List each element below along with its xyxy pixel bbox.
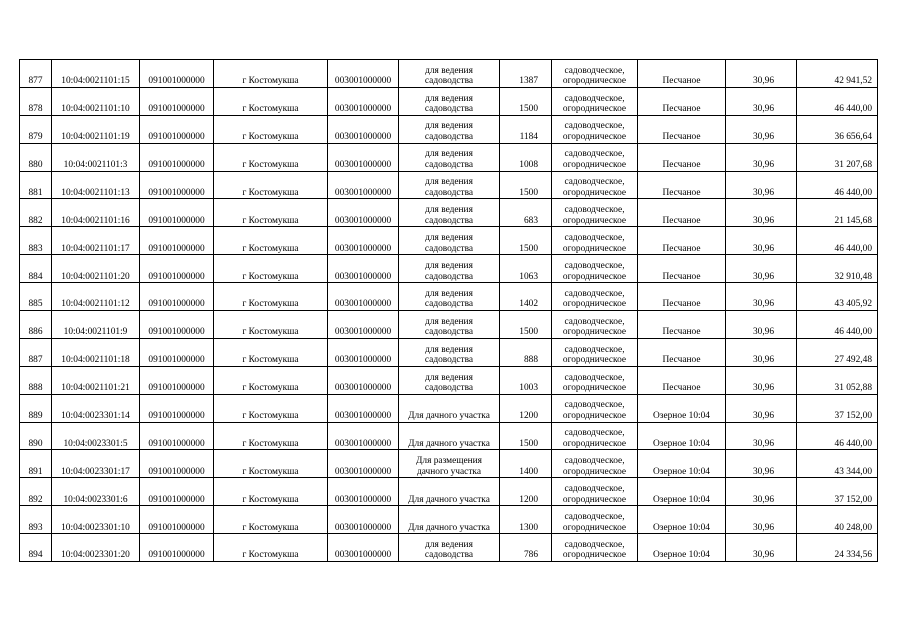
table-row [20,338,878,366]
cadastral-number-cell: 10:04:0021101:21 [52,366,140,394]
permitted-use-line: садоводства [424,550,474,561]
oktmo-code-cell: 091001000000 [140,255,214,283]
cadastral-zone-cell: Песчаное [638,366,726,394]
specific-value-cell: 30,96 [726,394,797,422]
cadastral-zone-cell: Песчаное [638,87,726,115]
territory-code-cell: 003001000000 [328,227,399,255]
row-number-cell: 877 [20,60,52,88]
land-category-line: огородническое [562,215,627,226]
specific-value-cell: 30,96 [726,534,797,562]
cadastral-value-cell: 46 440,00 [797,87,878,115]
land-category-line: садоводческое, [564,316,625,327]
permitted-use-line: садоводства [424,76,474,87]
land-category-line: огородническое [562,550,627,561]
locality-cell: г Костомукша [214,478,328,506]
permitted-use-cell [399,227,500,255]
permitted-use-line: садоводства [424,299,474,310]
land-category-line: садоводческое, [564,456,625,467]
oktmo-code-cell: 091001000000 [140,534,214,562]
locality-cell: г Костомукша [214,311,328,339]
cadastral-value-cell: 46 440,00 [797,171,878,199]
cadastral-value-cell: 43 344,00 [797,450,878,478]
row-number-cell: 882 [20,199,52,227]
permitted-use-line: садоводства [424,243,474,254]
permitted-use-line: для ведения [425,344,473,355]
cadastral-value-cell: 27 492,48 [797,338,878,366]
permitted-use-line: для ведения [425,121,473,132]
land-category-line: огородническое [562,383,627,394]
land-category-line: садоводческое, [564,233,625,244]
permitted-use-cell [399,422,500,450]
cadastral-zone-cell: Песчаное [638,199,726,227]
locality-cell: г Костомукша [214,227,328,255]
land-category-line: огородническое [562,410,627,421]
territory-code-cell: 003001000000 [328,171,399,199]
territory-code-cell: 003001000000 [328,143,399,171]
locality-cell: г Костомукша [214,534,328,562]
territory-code-cell: 003001000000 [328,115,399,143]
land-category-cell [552,394,638,422]
cadastral-number-cell: 10:04:0023301:14 [52,394,140,422]
land-category-line: огородническое [562,243,627,254]
specific-value-cell: 30,96 [726,366,797,394]
oktmo-code-cell: 091001000000 [140,478,214,506]
row-number-cell: 888 [20,366,52,394]
territory-code-cell: 003001000000 [328,255,399,283]
permitted-use-cell [399,534,500,562]
land-category-line: огородническое [562,355,627,366]
land-category-line: огородническое [562,466,627,477]
permitted-use-line: Для дачного участка [408,410,490,421]
row-number-cell: 890 [20,422,52,450]
area-cell: 1500 [500,227,552,255]
row-number-cell: 883 [20,227,52,255]
land-category-line: садоводческое, [564,205,625,216]
oktmo-code-cell: 091001000000 [140,143,214,171]
row-number-cell: 889 [20,394,52,422]
cadastral-value-cell: 40 248,00 [797,506,878,534]
specific-value-cell: 30,96 [726,450,797,478]
land-category-line: огородническое [562,76,627,87]
area-cell: 1003 [500,366,552,394]
land-category-cell [552,227,638,255]
permitted-use-line: для ведения [425,177,473,188]
area-cell: 1500 [500,422,552,450]
table-row [20,478,878,506]
cadastral-zone-cell: Озерное 10:04 [638,478,726,506]
locality-cell: г Костомукша [214,338,328,366]
permitted-use-line: для ведения [425,288,473,299]
locality-cell: г Костомукша [214,87,328,115]
locality-cell: г Костомукша [214,199,328,227]
cadastral-value-cell: 21 145,68 [797,199,878,227]
table-row [20,87,878,115]
cadastral-number-cell: 10:04:0021101:19 [52,115,140,143]
cadastral-zone-cell: Озерное 10:04 [638,450,726,478]
permitted-use-cell [399,199,500,227]
land-category-cell [552,60,638,88]
row-number-cell: 886 [20,311,52,339]
land-category-line: огородническое [562,299,627,310]
permitted-use-line: садоводства [424,132,474,143]
oktmo-code-cell: 091001000000 [140,115,214,143]
table-row [20,255,878,283]
specific-value-cell: 30,96 [726,255,797,283]
land-category-line: огородническое [562,104,627,115]
land-category-cell [552,506,638,534]
land-category-line: огородническое [562,132,627,143]
permitted-use-line: для ведения [425,65,473,76]
cadastral-number-cell: 10:04:0021101:12 [52,283,140,311]
permitted-use-line: для ведения [425,233,473,244]
oktmo-code-cell: 091001000000 [140,422,214,450]
cadastral-number-cell: 10:04:0021101:9 [52,311,140,339]
land-category-cell [552,115,638,143]
locality-cell: г Костомукша [214,366,328,394]
oktmo-code-cell: 091001000000 [140,199,214,227]
locality-cell: г Костомукша [214,115,328,143]
permitted-use-line: Для дачного участка [408,522,490,533]
territory-code-cell: 003001000000 [328,478,399,506]
land-category-line: садоводческое, [564,344,625,355]
land-category-cell [552,450,638,478]
locality-cell: г Костомукша [214,394,328,422]
land-category-cell [552,255,638,283]
area-cell: 1387 [500,60,552,88]
permitted-use-line: для ведения [425,539,473,550]
cadastral-zone-cell: Озерное 10:04 [638,422,726,450]
land-plot-table [19,59,878,562]
area-cell: 1184 [500,115,552,143]
permitted-use-cell [399,478,500,506]
cadastral-number-cell: 10:04:0023301:6 [52,478,140,506]
table-row [20,227,878,255]
cadastral-value-cell: 46 440,00 [797,422,878,450]
permitted-use-cell [399,255,500,283]
specific-value-cell: 30,96 [726,283,797,311]
specific-value-cell: 30,96 [726,199,797,227]
area-cell: 888 [500,338,552,366]
locality-cell: г Костомукша [214,422,328,450]
area-cell: 1500 [500,171,552,199]
table-row [20,60,878,88]
land-category-line: садоводческое, [564,288,625,299]
land-category-cell [552,283,638,311]
permitted-use-line: для ведения [425,149,473,160]
territory-code-cell: 003001000000 [328,311,399,339]
specific-value-cell: 30,96 [726,506,797,534]
cadastral-zone-cell: Озерное 10:04 [638,534,726,562]
cadastral-number-cell: 10:04:0021101:16 [52,199,140,227]
oktmo-code-cell: 091001000000 [140,87,214,115]
oktmo-code-cell: 091001000000 [140,283,214,311]
cadastral-value-cell: 32 910,48 [797,255,878,283]
territory-code-cell: 003001000000 [328,394,399,422]
permitted-use-line: садоводства [424,187,474,198]
land-category-cell [552,422,638,450]
cadastral-value-cell: 37 152,00 [797,478,878,506]
permitted-use-cell [399,143,500,171]
cadastral-number-cell: 10:04:0023301:10 [52,506,140,534]
permitted-use-line: для ведения [425,372,473,383]
permitted-use-line: садоводства [424,383,474,394]
table-row [20,115,878,143]
land-category-line: огородническое [562,271,627,282]
area-cell: 1400 [500,450,552,478]
row-number-cell: 880 [20,143,52,171]
territory-code-cell: 003001000000 [328,506,399,534]
cadastral-zone-cell: Песчаное [638,60,726,88]
permitted-use-line: Для дачного участка [408,438,490,449]
permitted-use-line: Для размещения [416,456,482,467]
land-category-cell [552,366,638,394]
permitted-use-cell [399,506,500,534]
land-category-cell [552,338,638,366]
row-number-cell: 892 [20,478,52,506]
land-category-line: садоводческое, [564,484,625,495]
permitted-use-cell [399,366,500,394]
cadastral-zone-cell: Озерное 10:04 [638,506,726,534]
permitted-use-line: Для дачного участка [408,494,490,505]
permitted-use-line: для ведения [425,93,473,104]
land-category-cell [552,143,638,171]
cadastral-value-cell: 31 207,68 [797,143,878,171]
specific-value-cell: 30,96 [726,311,797,339]
land-category-line: огородническое [562,187,627,198]
land-category-line: огородническое [562,327,627,338]
oktmo-code-cell: 091001000000 [140,227,214,255]
permitted-use-cell [399,338,500,366]
area-cell: 1500 [500,311,552,339]
specific-value-cell: 30,96 [726,60,797,88]
row-number-cell: 881 [20,171,52,199]
table-row [20,506,878,534]
permitted-use-cell [399,60,500,88]
cadastral-number-cell: 10:04:0021101:15 [52,60,140,88]
cadastral-number-cell: 10:04:0021101:17 [52,227,140,255]
cadastral-value-cell: 37 152,00 [797,394,878,422]
table-row [20,394,878,422]
cadastral-zone-cell: Песчаное [638,283,726,311]
specific-value-cell: 30,96 [726,115,797,143]
land-category-line: садоводческое, [564,400,625,411]
table-row [20,366,878,394]
specific-value-cell: 30,96 [726,422,797,450]
cadastral-value-cell: 31 052,88 [797,366,878,394]
cadastral-zone-cell: Песчаное [638,171,726,199]
territory-code-cell: 003001000000 [328,450,399,478]
area-cell: 1200 [500,394,552,422]
row-number-cell: 884 [20,255,52,283]
land-category-line: садоводческое, [564,260,625,271]
permitted-use-cell [399,87,500,115]
oktmo-code-cell: 091001000000 [140,506,214,534]
table-row [20,171,878,199]
row-number-cell: 893 [20,506,52,534]
land-category-cell [552,171,638,199]
oktmo-code-cell: 091001000000 [140,171,214,199]
land-category-line: садоводческое, [564,65,625,76]
specific-value-cell: 30,96 [726,227,797,255]
table-row [20,422,878,450]
cadastral-zone-cell: Песчаное [638,255,726,283]
land-category-line: садоводческое, [564,428,625,439]
oktmo-code-cell: 091001000000 [140,60,214,88]
permitted-use-cell [399,311,500,339]
cadastral-value-cell: 24 334,56 [797,534,878,562]
cadastral-zone-cell: Песчаное [638,227,726,255]
locality-cell: г Костомукша [214,60,328,88]
land-category-line: садоводческое, [564,539,625,550]
land-category-cell [552,199,638,227]
territory-code-cell: 003001000000 [328,87,399,115]
specific-value-cell: 30,96 [726,478,797,506]
row-number-cell: 894 [20,534,52,562]
cadastral-value-cell: 43 405,92 [797,283,878,311]
land-category-line: садоводческое, [564,93,625,104]
permitted-use-line: для ведения [425,205,473,216]
land-category-line: садоводческое, [564,177,625,188]
cadastral-number-cell: 10:04:0021101:13 [52,171,140,199]
territory-code-cell: 003001000000 [328,199,399,227]
locality-cell: г Костомукша [214,283,328,311]
locality-cell: г Костомукша [214,255,328,283]
cadastral-zone-cell: Озерное 10:04 [638,394,726,422]
row-number-cell: 891 [20,450,52,478]
territory-code-cell: 003001000000 [328,422,399,450]
oktmo-code-cell: 091001000000 [140,338,214,366]
permitted-use-line: садоводства [424,104,474,115]
land-category-line: садоводческое, [564,121,625,132]
land-category-cell [552,478,638,506]
territory-code-cell: 003001000000 [328,534,399,562]
territory-code-cell: 003001000000 [328,60,399,88]
cadastral-number-cell: 10:04:0021101:18 [52,338,140,366]
row-number-cell: 878 [20,87,52,115]
row-number-cell: 887 [20,338,52,366]
cadastral-zone-cell: Песчаное [638,143,726,171]
cadastral-zone-cell: Песчаное [638,338,726,366]
area-cell: 786 [500,534,552,562]
land-category-cell [552,311,638,339]
locality-cell: г Костомукша [214,171,328,199]
land-category-line: огородническое [562,522,627,533]
land-category-cell [552,87,638,115]
area-cell: 1063 [500,255,552,283]
cadastral-number-cell: 10:04:0023301:17 [52,450,140,478]
specific-value-cell: 30,96 [726,143,797,171]
land-category-cell [552,534,638,562]
permitted-use-cell [399,450,500,478]
permitted-use-line: садоводства [424,215,474,226]
table-row [20,283,878,311]
permitted-use-line: садоводства [424,355,474,366]
permitted-use-line: дачного участка [416,466,481,477]
oktmo-code-cell: 091001000000 [140,394,214,422]
table-row [20,534,878,562]
permitted-use-cell [399,171,500,199]
oktmo-code-cell: 091001000000 [140,366,214,394]
cadastral-value-cell: 36 656,64 [797,115,878,143]
land-category-line: садоводческое, [564,149,625,160]
area-cell: 1500 [500,87,552,115]
territory-code-cell: 003001000000 [328,283,399,311]
specific-value-cell: 30,96 [726,87,797,115]
table-row [20,199,878,227]
specific-value-cell: 30,96 [726,171,797,199]
permitted-use-line: для ведения [425,316,473,327]
land-category-line: садоводческое, [564,372,625,383]
cadastral-number-cell: 10:04:0021101:10 [52,87,140,115]
table-row [20,311,878,339]
row-number-cell: 879 [20,115,52,143]
oktmo-code-cell: 091001000000 [140,311,214,339]
area-cell: 1402 [500,283,552,311]
cadastral-number-cell: 10:04:0023301:20 [52,534,140,562]
area-cell: 683 [500,199,552,227]
cadastral-zone-cell: Песчаное [638,311,726,339]
permitted-use-line: для ведения [425,260,473,271]
cadastral-value-cell: 42 941,52 [797,60,878,88]
cadastral-number-cell: 10:04:0021101:3 [52,143,140,171]
specific-value-cell: 30,96 [726,338,797,366]
land-category-line: садоводческое, [564,511,625,522]
area-cell: 1300 [500,506,552,534]
permitted-use-line: садоводства [424,159,474,170]
permitted-use-line: садоводства [424,271,474,282]
locality-cell: г Костомукша [214,143,328,171]
cadastral-number-cell: 10:04:0023301:5 [52,422,140,450]
area-cell: 1200 [500,478,552,506]
permitted-use-cell [399,394,500,422]
land-category-line: огородническое [562,438,627,449]
table-row [20,450,878,478]
locality-cell: г Костомукша [214,506,328,534]
cadastral-value-cell: 46 440,00 [797,227,878,255]
area-cell: 1008 [500,143,552,171]
territory-code-cell: 003001000000 [328,366,399,394]
row-number-cell: 885 [20,283,52,311]
permitted-use-cell [399,283,500,311]
table-row [20,143,878,171]
land-category-line: огородническое [562,159,627,170]
permitted-use-line: садоводства [424,327,474,338]
cadastral-zone-cell: Песчаное [638,115,726,143]
cadastral-number-cell: 10:04:0021101:20 [52,255,140,283]
land-category-line: огородническое [562,494,627,505]
cadastral-value-cell: 46 440,00 [797,311,878,339]
permitted-use-cell [399,115,500,143]
oktmo-code-cell: 091001000000 [140,450,214,478]
locality-cell: г Костомукша [214,450,328,478]
territory-code-cell: 003001000000 [328,338,399,366]
